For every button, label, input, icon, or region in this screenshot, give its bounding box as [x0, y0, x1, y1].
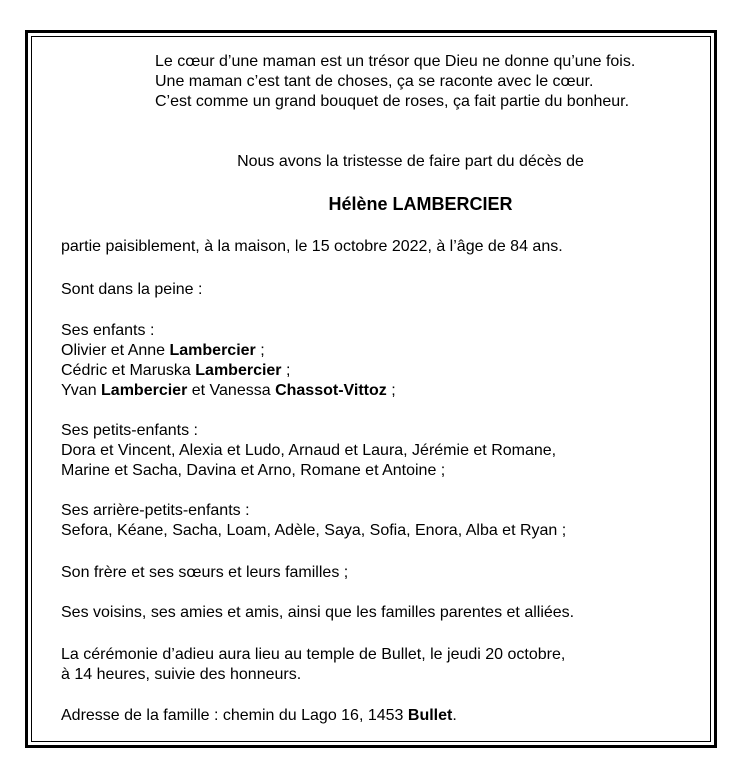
- ceremony-line: à 14 heures, suivie des honneurs.: [61, 666, 302, 683]
- mourners-intro: Sont dans la peine :: [61, 281, 203, 298]
- neighbors-text: Ses voisins, ses amies et amis, ainsi que les familles parentes et alliées.: [61, 604, 575, 621]
- grandchildren-line: Dora et Vincent, Alexia et Ludo, Arnaud et Laura, Jérémie et Romane,: [61, 442, 557, 459]
- deceased-name: Hélène LAMBERCIER: [328, 194, 513, 214]
- poem-line: Le cœur d’une maman est un trésor que Dieu ne donne qu’une fois.: [155, 53, 636, 70]
- passing-text: partie paisiblement, à la maison, le 15 octobre 2022, à l’âge de 84 ans.: [61, 238, 563, 255]
- poem-line: C’est comme un grand bouquet de roses, ça fait partie du bonheur.: [155, 93, 630, 110]
- siblings-text: Son frère et ses sœurs et leurs familles ;: [61, 564, 349, 581]
- ceremony-line: La cérémonie d’adieu aura lieu au temple de Bullet, le jeudi 20 octobre,: [61, 646, 566, 663]
- children-heading: Ses enfants :: [61, 322, 155, 339]
- children-line: Olivier et Anne Lambercier ;: [61, 342, 265, 359]
- children-line: Cédric et Maruska Lambercier ;: [61, 362, 291, 379]
- poem-line: Une maman c’est tant de choses, ça se raconte avec le cœur.: [155, 73, 594, 90]
- great-grandchildren-heading: Ses arrière-petits-enfants :: [61, 502, 250, 519]
- children-line: Yvan Lambercier et Vanessa Chassot-Vittoz ;: [61, 382, 396, 399]
- great-grandchildren-line: Sefora, Kéane, Sacha, Loam, Adèle, Saya, Sofia, Enora, Alba et Ryan ;: [61, 522, 567, 539]
- poem: [155, 52, 635, 112]
- announcement-intro: Nous avons la tristesse de faire part du décès de: [237, 153, 584, 170]
- grandchildren-line: Marine et Sacha, Davina et Arno, Romane et Antoine ;: [61, 462, 446, 479]
- grandchildren-heading: Ses petits-enfants :: [61, 422, 198, 439]
- family-address: Adresse de la famille : chemin du Lago 16, 1453 Bullet.: [61, 707, 457, 724]
